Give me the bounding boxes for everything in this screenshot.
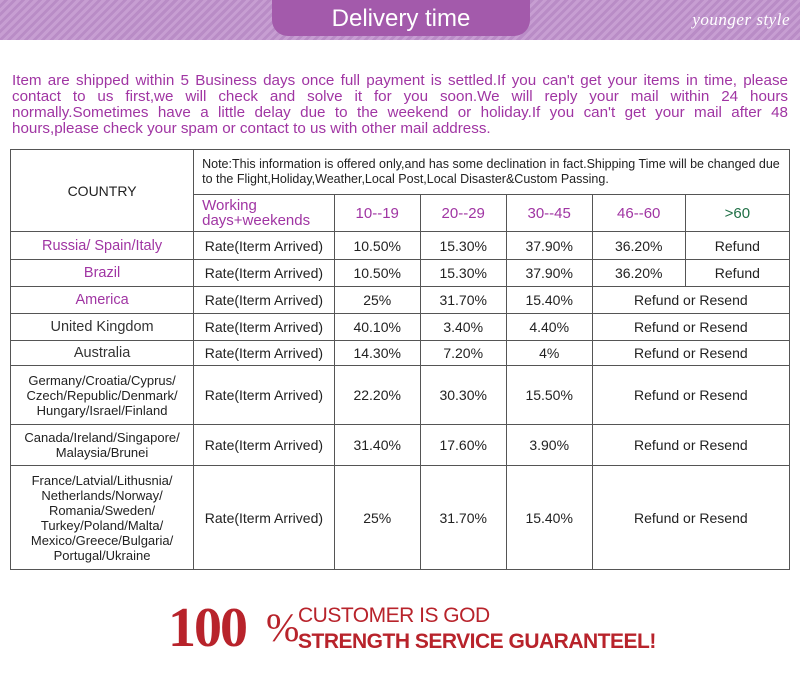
country-cell: Canada/Ireland/Singapore/ Malaysia/Brunei (11, 425, 194, 466)
country-cell: Russia/ Spain/Italy (11, 232, 194, 260)
value-cell: Refund or Resend (592, 341, 789, 366)
value-cell: 22.20% (334, 366, 420, 425)
value-cell: Refund or Resend (592, 466, 789, 570)
value-cell: 36.20% (592, 232, 685, 260)
value-cell: 31.70% (420, 466, 506, 570)
rate-label: Rate(Iterm Arrived) (194, 232, 335, 260)
brand-logo-text: younger style (692, 10, 790, 29)
value-cell: 3.90% (506, 425, 592, 466)
value-cell: 37.90% (506, 260, 592, 287)
rate-label: Rate(Iterm Arrived) (194, 466, 335, 570)
value-cell: 36.20% (592, 260, 685, 287)
country-cell: America (11, 287, 194, 314)
range-header: 20--29 (420, 195, 506, 232)
value-cell: Refund or Resend (592, 314, 789, 341)
value-cell: Refund or Resend (592, 425, 789, 466)
value-cell: 37.90% (506, 232, 592, 260)
value-cell: 40.10% (334, 314, 420, 341)
hundred-text: 100 (168, 597, 246, 659)
table-row (11, 232, 790, 260)
country-cell: Australia (11, 341, 194, 366)
page-title: Delivery time (272, 0, 530, 36)
value-cell: 7.20% (420, 341, 506, 366)
table-note: Note:This information is offered only,and has some declination in fact.Shipping Time will be changed due to the Flight,Holiday,Weather,Local Post,Local Disaster&Custom Passing. (194, 150, 790, 195)
country-header: COUNTRY (11, 150, 194, 232)
range-header: 10--19 (334, 195, 420, 232)
value-cell: 14.30% (334, 341, 420, 366)
value-cell: 4% (506, 341, 592, 366)
value-cell: 4.40% (506, 314, 592, 341)
value-cell: Refund (685, 260, 789, 287)
value-cell: 31.40% (334, 425, 420, 466)
working-days-header: Working days+weekends (194, 195, 335, 232)
value-cell: 17.60% (420, 425, 506, 466)
value-cell: 25% (334, 466, 420, 570)
value-cell: 10.50% (334, 232, 420, 260)
value-cell: 15.50% (506, 366, 592, 425)
slogan-line-2: STRENGTH SERVICE GUARANTEEL! (298, 630, 656, 653)
value-cell: 10.50% (334, 260, 420, 287)
rate-label: Rate(Iterm Arrived) (194, 341, 335, 366)
value-cell: 30.30% (420, 366, 506, 425)
table-row (11, 425, 790, 466)
table-row (11, 260, 790, 287)
range-header: >60 (685, 195, 789, 232)
country-cell: United Kingdom (11, 314, 194, 341)
value-cell: 15.30% (420, 232, 506, 260)
country-cell: Germany/Croatia/Cyprus/ Czech/Republic/Denmark/ Hungary/Israel/Finland (11, 366, 194, 425)
country-cell: Brazil (11, 260, 194, 287)
guarantee-footer (168, 598, 688, 658)
value-cell: Refund or Resend (592, 287, 789, 314)
shipping-table (10, 149, 790, 570)
value-cell: 25% (334, 287, 420, 314)
table-row (11, 287, 790, 314)
table-row (11, 366, 790, 425)
value-cell: 31.70% (420, 287, 506, 314)
value-cell: 15.40% (506, 466, 592, 570)
rate-label: Rate(Iterm Arrived) (194, 260, 335, 287)
value-cell: 15.30% (420, 260, 506, 287)
intro-paragraph: Item are shipped within 5 Business days once full payment is settled.If you can't get your items in time, please contact to us first,we will check and solve it for you soon.We will reply your mail within 24 hours normally.Sometimes have a little delay due to the weekend or holiday.If you can't get your mail after 48 hours,please check your spam or contact to us with other mail address. (12, 72, 788, 137)
value-cell: Refund (685, 232, 789, 260)
rate-label: Rate(Iterm Arrived) (194, 366, 335, 425)
table-row (11, 341, 790, 366)
rate-label: Rate(Iterm Arrived) (194, 287, 335, 314)
value-cell: 3.40% (420, 314, 506, 341)
rate-label: Rate(Iterm Arrived) (194, 425, 335, 466)
rate-label: Rate(Iterm Arrived) (194, 314, 335, 341)
range-header: 30--45 (506, 195, 592, 232)
value-cell: Refund or Resend (592, 366, 789, 425)
header-banner (0, 0, 800, 40)
country-cell: France/Latvial/Lithusnia/ Netherlands/Norway/ Romania/Sweden/ Turkey/Poland/Malta/ Mexico/Greece/Bulgaria/ Portugal/Ukraine (11, 466, 194, 570)
range-header: 46--60 (592, 195, 685, 232)
slogan-line-1: CUSTOMER IS GOD (298, 604, 490, 627)
table-row (11, 314, 790, 341)
percent-sign: % (266, 605, 300, 650)
table-row (11, 466, 790, 570)
value-cell: 15.40% (506, 287, 592, 314)
